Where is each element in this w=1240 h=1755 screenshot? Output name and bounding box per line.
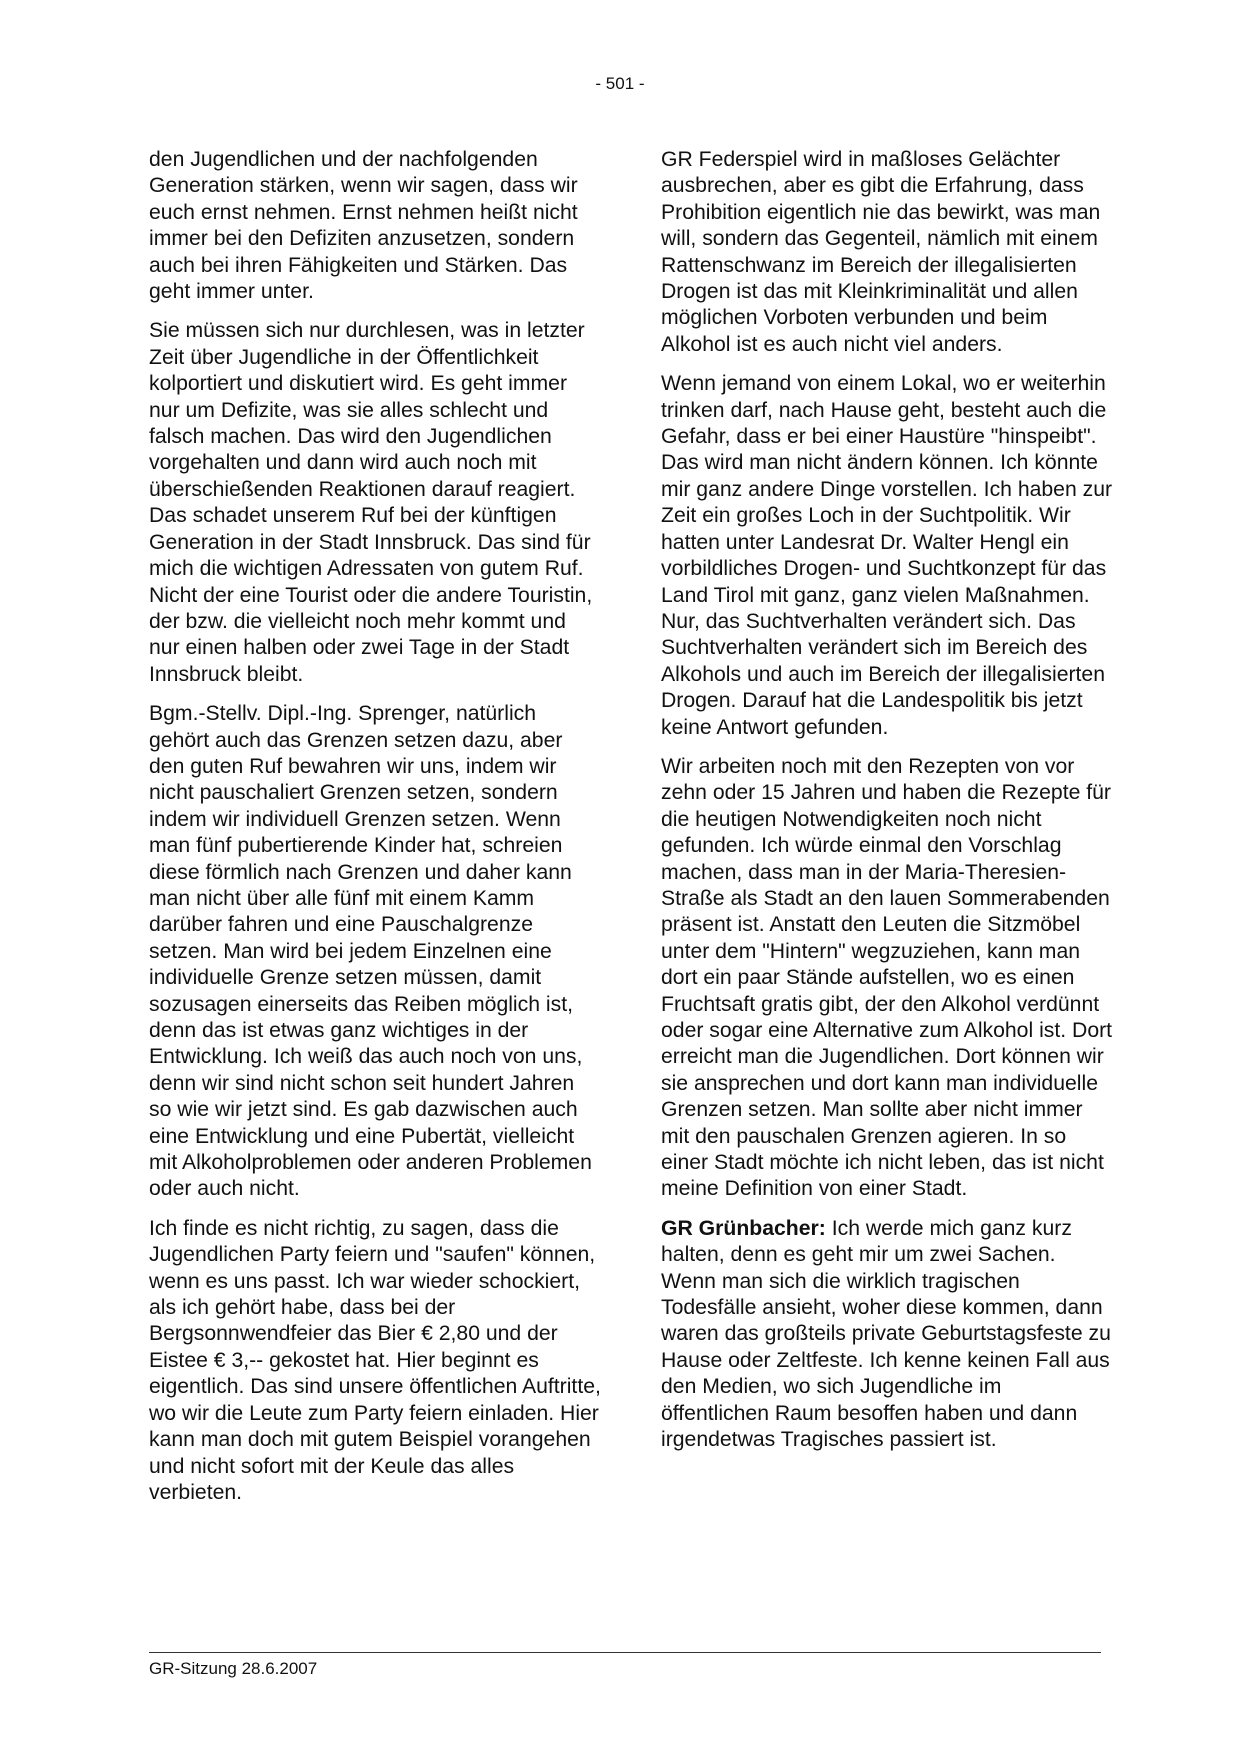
paragraph: den Jugendlichen und der nachfolgenden Generation stärken, wenn wir sagen, dass wir euch ernst nehmen. Ernst nehmen heißt nicht immer bei den Defiziten anzusetzen, sondern auch bei ihren Fähigkeiten und Stärken. Das geht immer unter.: [149, 148, 578, 304]
right-column: [661, 147, 1113, 1467]
paragraph: Sie müssen sich nur durchlesen, was in letzter Zeit über Jugendliche in der Öffentlichkeit kolportiert und diskutiert wird. Es geht immer nur um Defizite, was sie alles schlecht und falsch machen. Das wird den Jugendlichen vorgehalten und dann wird auch noch mit überschießenden Reaktionen darauf reagiert. Das schadet unserem Ruf bei der künftigen Generation in der Stadt Innsbruck. Das sind für mich die wichtigen Adressaten von gutem Ruf. Nicht der eine Tourist oder die andere Touristin, der bzw. die vielleicht noch mehr kommt und nur einen halben oder zwei Tage in der Stadt Innsbruck bleibt.: [149, 319, 593, 686]
paragraph: Bgm.-Stellv. Dipl.-Ing. Sprenger, natürlich gehört auch das Grenzen setzen dazu, aber den guten Ruf bewahren wir uns, indem wir nicht pauschaliert Grenzen setzen, sondern indem wir individuell Grenzen setzen. Wenn man fünf pubertierende Kinder hat, schreien diese förmlich nach Grenzen und daher kann man nicht über alle fünf mit einem Kamm darüber fahren und eine Pauschalgrenze setzen. Man wird bei jedem Einzelnen eine individuelle Grenze setzen müssen, damit sozusagen einerseits das Reiben möglich ist, denn das ist etwas ganz wichtiges in der Entwicklung. Ich weiß das auch noch von uns, denn wir sind nicht schon seit hundert Jahren so wie wir jetzt sind. Es gab dazwischen auch eine Entwicklung und eine Pubertät, vielleicht mit Alkoholproblemen oder anderen Problemen oder auch nicht.: [149, 702, 592, 1201]
paragraph: Wir arbeiten noch mit den Rezepten von vor zehn oder 15 Jahren und haben die Rezepte für die heutigen Notwendigkeiten noch nicht gefunden. Ich würde einmal den Vorschlag machen, dass man in der Maria-Theresien-Straße als Stadt an den lauen Sommerabenden präsent ist. Anstatt den Leuten die Sitzmöbel unter dem "Hintern" wegzuziehen, kann man dort ein paar Stände aufstellen, wo es einen Fruchtsaft gratis gibt, der den Alkohol verdünnt oder sogar eine Alternative zum Alkohol ist. Dort erreicht man die Jugendlichen. Dort können wir sie ansprechen und dort kann man individuelle Grenzen setzen. Man sollte aber nicht immer mit den pauschalen Grenzen agieren. In so einer Stadt möchte ich nicht leben, das ist nicht meine Definition von einer Stadt.: [661, 754, 1113, 1201]
speaker-paragraph: [661, 1216, 1113, 1454]
footer-session-date: GR-Sitzung 28.6.2007: [149, 1659, 318, 1678]
paragraph: Ich finde es nicht richtig, zu sagen, dass die Jugendlichen Party feiern und "saufen" können, wenn es uns passt. Ich war wieder schockiert, als ich gehört habe, dass bei der Bergsonnwendfeier das Bier € 2,80 und der Eistee € 3,-- gekostet hat. Hier beginnt es eigentlich. Das sind unsere öffentlichen Auftritte, wo wir die Leute zum Party feiern einladen. Hier kann man doch mit gutem Beispiel vorangehen und nicht sofort mit der Keule das alles verbieten.: [149, 1216, 601, 1504]
footer-divider: [149, 1652, 1101, 1653]
left-column: [149, 147, 601, 1519]
page-number: - 501 -: [595, 74, 645, 93]
paragraph: Wenn jemand von einem Lokal, wo er weiterhin trinken darf, nach Hause geht, besteht auch die Gefahr, dass er bei einer Haustüre "hinspeibt". Das wird man nicht ändern können. Ich könnte mir ganz andere Dinge vorstellen. Ich haben zur Zeit ein großes Loch in der Suchtpolitik. Wir hatten unter Landesrat Dr. Walter Hengl ein vorbildliches Drogen- und Suchtkonzept für das Land Tirol mit ganz, ganz vielen Maßnahmen. Nur, das Suchtverhalten verändert sich. Das Suchtverhalten verändert sich im Bereich des Alkohols und auch im Bereich der illegalisierten Drogen. Darauf hat die Landespolitik bis jetzt keine Antwort gefunden.: [661, 372, 1113, 739]
speaker-text: Ich werde mich ganz kurz halten, denn es geht mir um zwei Sachen. Wenn man sich die wirklich tragischen Todesfälle ansieht, woher diese kommen, dann waren das großteils private Geburtstagsfeste zu Hause oder Zeltfeste. Ich kenne keinen Fall aus den Medien, wo sich Jugendliche im öffentlichen Raum besoffen haben und dann irgendetwas Tragisches passiert ist.: [661, 1216, 1111, 1452]
paragraph: GR Federspiel wird in maßloses Gelächter ausbrechen, aber es gibt die Erfahrung, dass Prohibition eigentlich nie das bewirkt, was man will, sondern das Gegenteil, nämlich mit einem Rattenschwanz im Bereich der illegalisierten Drogen ist das mit Kleinkriminalität und allen möglichen Vorboten verbunden und beim Alkohol ist es auch nicht viel anders.: [661, 148, 1101, 356]
speaker-name: GR Grünbacher:: [661, 1216, 826, 1240]
